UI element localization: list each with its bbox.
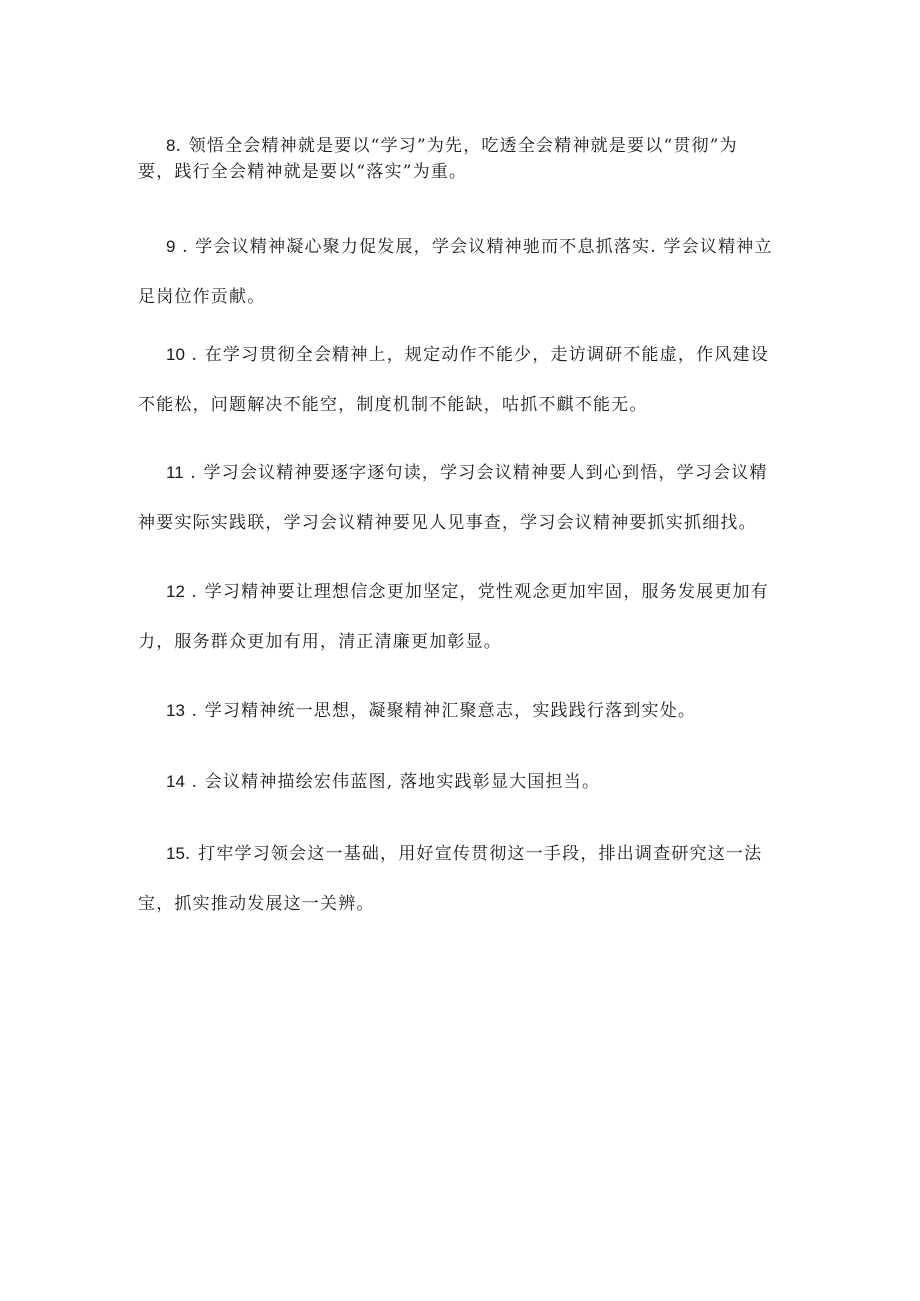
paragraph-11 xyxy=(138,448,786,548)
paragraph-8-number: 8 xyxy=(166,136,176,155)
paragraph-13 xyxy=(138,686,786,736)
paragraph-9-number: 9 xyxy=(166,237,176,256)
paragraph-10-text-1: . 在学习贯彻全会精神上，规定动作不能少，走访调研不能虚，作风建设 xyxy=(184,345,769,365)
paragraph-9-text-1: . 学会议精神凝心聚力促发展，学会议精神驰而不息抓落实. 学会议精神立 xyxy=(175,237,773,257)
paragraph-14-line-1 xyxy=(138,757,786,807)
paragraph-11-text-1: . 学习会议精神要逐字逐句读，学习会议精神要人到心到悟，学习会议精 xyxy=(183,463,768,483)
paragraph-8 xyxy=(138,133,786,185)
paragraph-12-line-2: 力，服务群众更加有用，清正清廉更加彰显。 xyxy=(138,632,502,652)
paragraph-14 xyxy=(138,757,786,807)
paragraph-15-number: 15 xyxy=(166,844,185,863)
paragraph-9 xyxy=(138,222,786,322)
paragraph-11-line-2: 神要实际实践联，学习会议精神要见人见事查，学习会议精神要抓实抓细找。 xyxy=(138,513,757,533)
paragraph-12 xyxy=(138,567,786,667)
paragraph-10-line-1 xyxy=(138,330,786,380)
paragraph-8-text-1: . 领悟全会精神就是要以“学习”为先，吃透全会精神就是要以“贯彻”为 xyxy=(175,136,738,156)
paragraph-15-text-1: . 打牢学习领会这一基础，用好宣传贯彻这一手段，排出调查研究这一法 xyxy=(184,844,763,864)
paragraph-8-line-1 xyxy=(138,133,786,159)
paragraph-10-line-2: 不能松，问题解决不能空，制度机制不能缺，咕抓不麒不能无。 xyxy=(138,395,648,415)
paragraph-12-number: 12 xyxy=(166,582,185,601)
paragraph-14-text-1: . 会议精神描绘宏伟蓝图, 落地实践彰显大国担当。 xyxy=(184,772,601,792)
paragraph-15-line-1 xyxy=(138,829,786,879)
paragraph-13-line-1 xyxy=(138,686,786,736)
paragraph-14-number: 14 xyxy=(166,772,185,791)
paragraph-15 xyxy=(138,829,786,929)
paragraph-8-line-2: 要，践行全会精神就是要以“落实”为重。 xyxy=(138,162,468,182)
paragraph-9-line-2: 足岗位作贡献。 xyxy=(138,287,266,307)
paragraph-10-number: 10 xyxy=(166,345,185,364)
paragraph-13-number: 13 xyxy=(166,701,185,720)
paragraph-11-line-1 xyxy=(138,448,786,498)
paragraph-13-text-1: . 学习精神统一思想，凝聚精神汇聚意志，实践践行落到实处。 xyxy=(184,701,697,721)
paragraph-10 xyxy=(138,330,786,430)
paragraph-11-number: 11 xyxy=(166,463,184,482)
paragraph-15-line-2: 宝，抓实推动发展这一关辨。 xyxy=(138,894,375,914)
paragraph-9-line-1 xyxy=(138,222,786,272)
paragraph-12-text-1: . 学习精神要让理想信念更加坚定，党性观念更加牢固，服务发展更加有 xyxy=(184,582,769,602)
paragraph-12-line-1 xyxy=(138,567,786,617)
